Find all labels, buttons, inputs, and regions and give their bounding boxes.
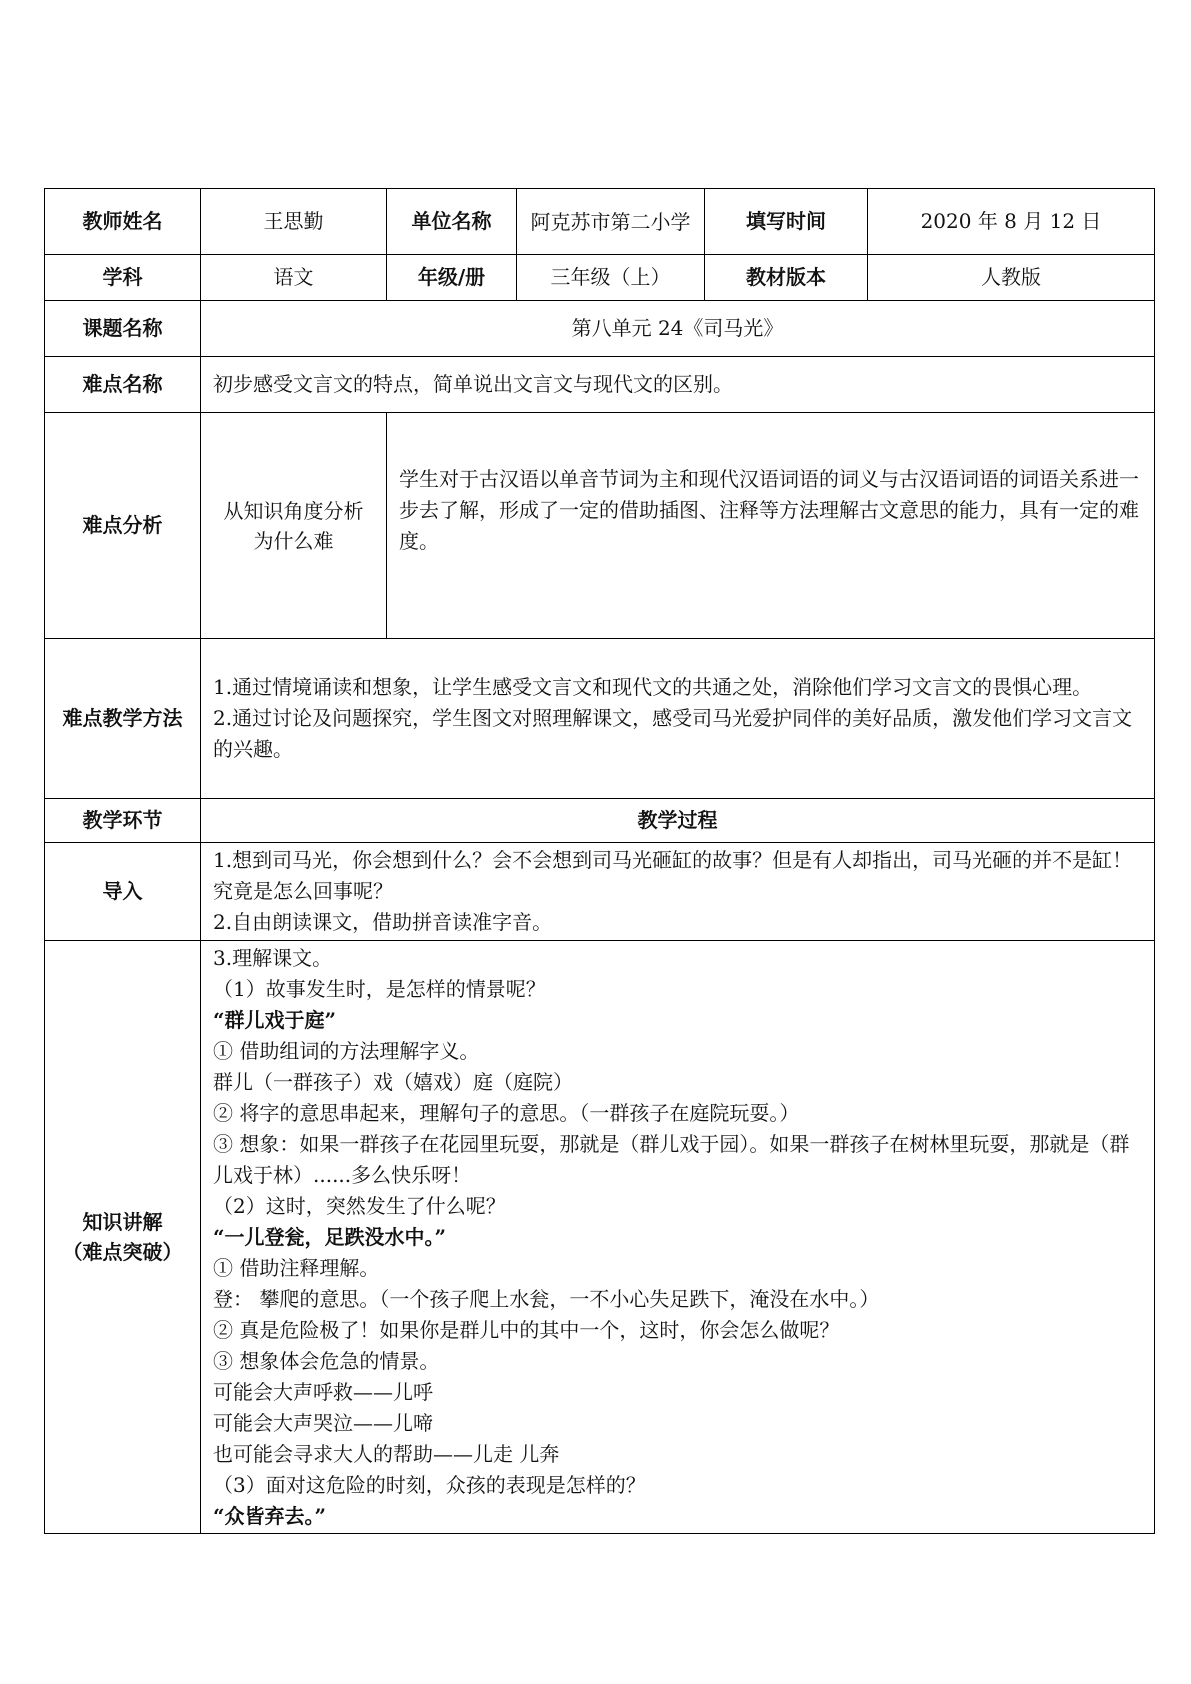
knowledge-quote: “群儿戏于庭” [213, 1007, 337, 1032]
knowledge-line: （2）这时，突然发生了什么呢？ [213, 1193, 506, 1218]
process-heading: 教学过程 [201, 799, 1155, 843]
knowledge-line: ② 真是危险极了！如果你是群儿中的其中一个，这时，你会怎么做呢？ [213, 1317, 840, 1342]
knowledge-label [45, 941, 201, 1534]
analysis-text: 学生对于古汉语以单音节词为主和现代汉语词语的词义与古汉语词语的词语关系进一步去了解，形成了一定的借助插图、注释等方法理解古文意思的能力，具有一定的难度。 [387, 413, 1155, 639]
row-intro [45, 843, 1155, 941]
knowledge-label-line-1: 知识讲解 [82, 1210, 163, 1234]
subject-label: 学科 [45, 255, 201, 301]
teacher-value: 王思勤 [201, 189, 387, 255]
knowledge-line: ③ 想象：如果一群孩子在花园里玩耍，那就是（群儿戏于园）。如果一群孩子在树林里玩耍，那就是（群儿戏于林）......多么快乐呀！ [213, 1131, 1130, 1187]
intro-line: 1.想到司马光，你会想到什么？会不会想到司马光砸缸的故事？但是有人却指出，司马光砸的并不是缸！究竟是怎么回事呢？ [213, 848, 1133, 903]
topic-label: 课题名称 [45, 301, 201, 357]
knowledge-line: ① 借助注释理解。 [213, 1255, 380, 1280]
knowledge-line: 3.理解课文。 [213, 945, 333, 970]
analysis-sublabel-line-2: 为什么难 [253, 528, 334, 553]
knowledge-quote: “一儿登瓮，足跌没水中。” [213, 1224, 447, 1249]
intro-text [201, 843, 1155, 941]
knowledge-line: 可能会大声呼救——儿呼 [213, 1379, 433, 1404]
difficulty-value: 初步感受文言文的特点，简单说出文言文与现代文的区别。 [201, 357, 1155, 413]
grade-label: 年级/册 [387, 255, 517, 301]
method-label: 难点教学方法 [45, 639, 201, 799]
edition-value: 人教版 [868, 255, 1155, 301]
method-line: 2.通过讨论及问题探究，学生图文对照理解课文，感受司马光爱护同伴的美好品质，激发他们学习文言文的兴趣。 [213, 706, 1133, 761]
row-teacher [45, 189, 1155, 255]
date-label: 填写时间 [705, 189, 868, 255]
date-value: 2020 年 8 月 12 日 [868, 189, 1155, 255]
edition-label: 教材版本 [705, 255, 868, 301]
row-subject [45, 255, 1155, 301]
knowledge-quote: “众皆弃去。” [213, 1503, 327, 1528]
intro-label: 导入 [45, 843, 201, 941]
knowledge-line: ① 借助组词的方法理解字义。 [213, 1038, 480, 1063]
row-knowledge [45, 941, 1155, 1534]
knowledge-line: 登： 攀爬的意思。（一个孩子爬上水瓮，一不小心失足跌下，淹没在水中。） [213, 1286, 880, 1311]
row-difficulty [45, 357, 1155, 413]
analysis-label: 难点分析 [45, 413, 201, 639]
row-analysis [45, 413, 1155, 639]
knowledge-line: ② 将字的意思串起来，理解句子的意思。（一群孩子在庭院玩耍。） [213, 1100, 800, 1125]
row-method [45, 639, 1155, 799]
teacher-label: 教师姓名 [45, 189, 201, 255]
process-label: 教学环节 [45, 799, 201, 843]
knowledge-line: （1）故事发生时，是怎样的情景呢？ [213, 976, 546, 1001]
topic-value: 第八单元 24《司马光》 [201, 301, 1155, 357]
row-process-header [45, 799, 1155, 843]
knowledge-line: ③ 想象体会危急的情景。 [213, 1348, 440, 1373]
knowledge-line: 也可能会寻求大人的帮助——儿走 儿奔 [213, 1441, 560, 1466]
knowledge-line: 可能会大声哭泣——儿啼 [213, 1410, 433, 1435]
knowledge-text [201, 941, 1155, 1534]
unit-label: 单位名称 [387, 189, 517, 255]
intro-line: 2.自由朗读课文，借助拼音读准字音。 [213, 910, 553, 934]
subject-value: 语文 [201, 255, 387, 301]
difficulty-label: 难点名称 [45, 357, 201, 413]
lesson-plan-table [44, 188, 1155, 1534]
knowledge-line: （3）面对这危险的时刻，众孩的表现是怎样的？ [213, 1472, 646, 1497]
method-text [201, 639, 1155, 799]
method-line: 1.通过情境诵读和想象，让学生感受文言文和现代文的共通之处，消除他们学习文言文的畏惧心理。 [213, 675, 1093, 699]
knowledge-label-line-2: （难点突破） [62, 1240, 183, 1264]
grade-value: 三年级（上） [517, 255, 705, 301]
analysis-sublabel-line-1: 从知识角度分析 [223, 498, 364, 523]
knowledge-line: 群儿（一群孩子）戏（嬉戏）庭（庭院） [213, 1069, 573, 1094]
analysis-sublabel [201, 413, 387, 639]
row-topic [45, 301, 1155, 357]
unit-value: 阿克苏市第二小学 [517, 189, 705, 255]
